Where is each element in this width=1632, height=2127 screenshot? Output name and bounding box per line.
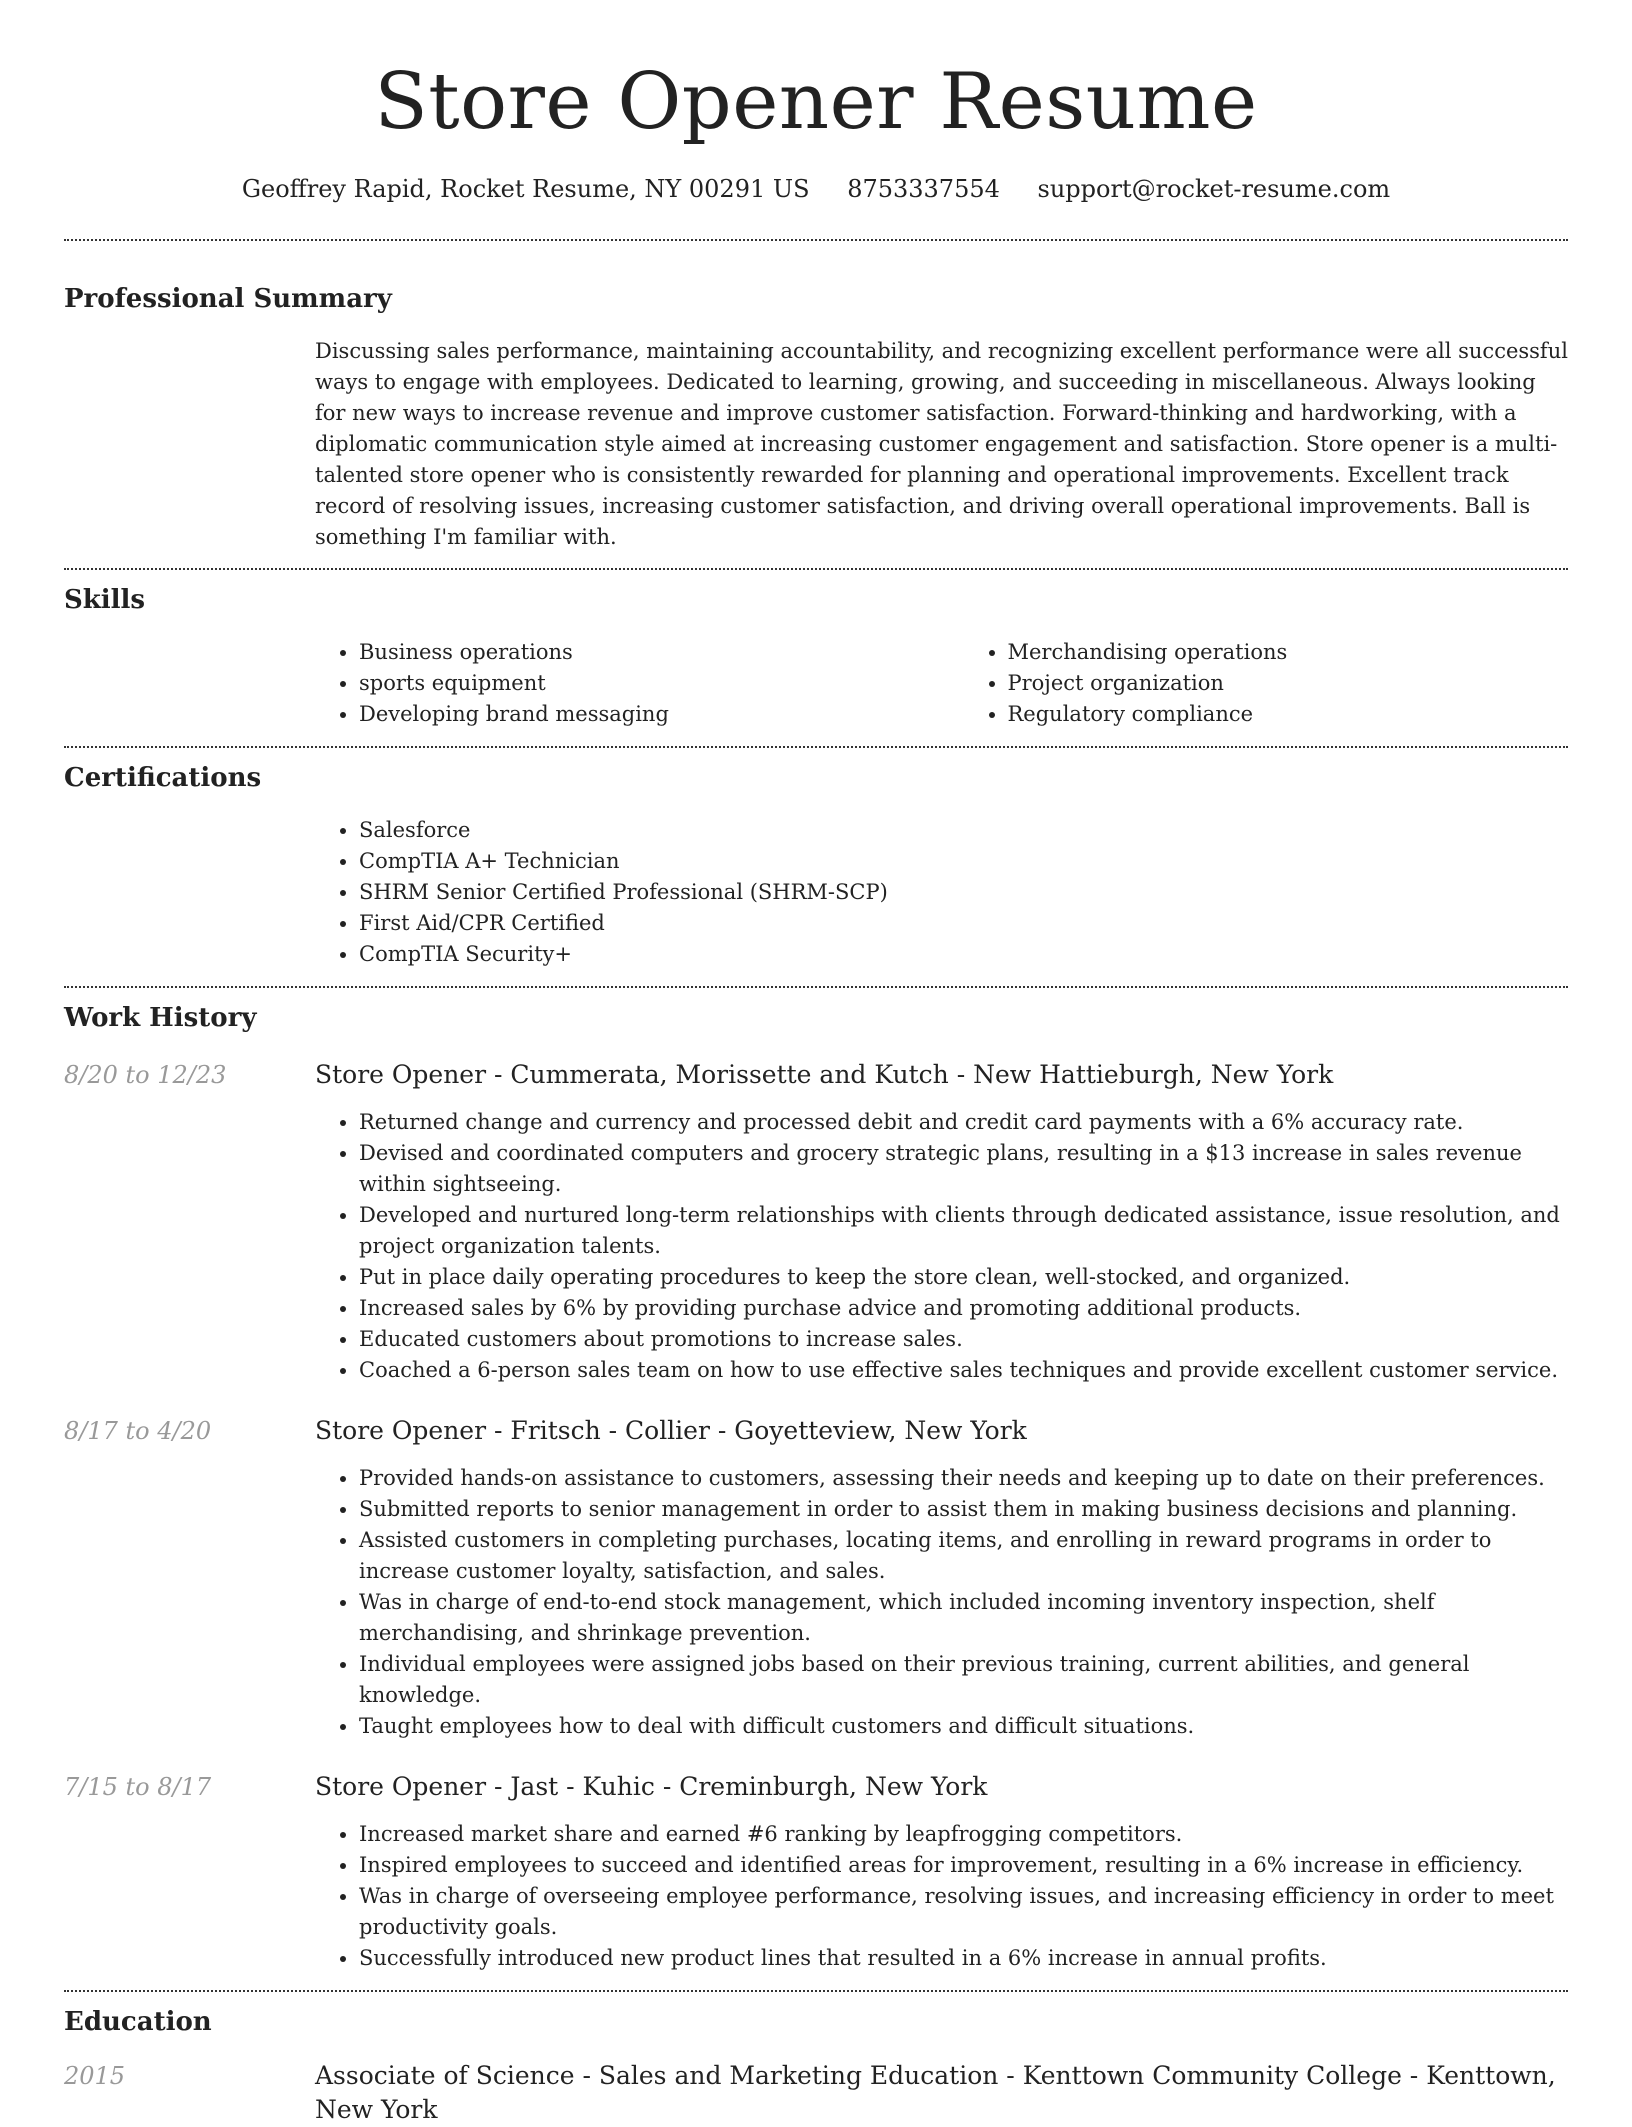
work-history-section: [64, 988, 1568, 1974]
summary-heading: Professional Summary: [64, 284, 392, 314]
skills-list-right: [964, 637, 1569, 730]
work-history-heading: Work History: [64, 1003, 257, 1033]
certifications-heading: Certifications: [64, 763, 262, 793]
contact-phone: 8753337554: [847, 175, 1000, 203]
skill-item: • sports equipment: [359, 668, 920, 699]
job-bullet: • Developed and nurtured long-term relationships with clients through dedicated assistance, issue resolution, and project organization talents.: [359, 1200, 1568, 1262]
job-bullet: • Assisted customers in completing purchases, locating items, and enrolling in reward programs in order to increase customer loyalty, satisfaction, and sales.: [359, 1525, 1568, 1587]
summary-text: Discussing sales performance, maintaining accountability, and recognizing excellent performance were all successful ways to engage with employees. Dedicated to learning, growing, and succeeding in miscellaneous. Always looking for new ways to increase revenue and improve customer satisfaction. Forward-thinking and hardworking, with a diplomatic communication style aimed at increasing customer engagement and satisfaction. Store opener is a multi-talented store opener who is consistently rewarded for planning and operational improvements. Excellent track record of resolving issues, increasing customer satisfaction, and driving overall operational improvements. Ball is something I'm familiar with.: [315, 339, 1568, 549]
job-date: 8/17 to 4/20: [64, 1417, 212, 1445]
skills-section: [64, 570, 1568, 730]
education-date: 2015: [64, 2062, 126, 2090]
skill-item: • Project organization: [1008, 668, 1569, 699]
certification-item: • First Aid/CPR Certified: [359, 908, 1568, 939]
certification-item: • Salesforce: [359, 815, 1568, 846]
job-bullet: • Increased sales by 6% by providing purchase advice and promoting additional products.: [359, 1293, 1568, 1324]
job-bullets: [315, 1819, 1568, 1974]
contact-email: support@rocket-resume.com: [1037, 175, 1391, 203]
job-title: Store Opener - Cummerata, Morissette and Kutch - New Hattieburgh, New York: [315, 1060, 1334, 1089]
certification-item: • CompTIA Security+: [359, 939, 1568, 970]
job-bullets: [315, 1107, 1568, 1386]
contact-line: [64, 172, 1568, 206]
certifications-list: [315, 815, 1568, 970]
certification-item: • CompTIA A+ Technician: [359, 846, 1568, 877]
job-bullet: • Devised and coordinated computers and grocery strategic plans, resulting in a $13 increase in sales revenue within sightseeing.: [359, 1138, 1568, 1200]
education-entry: [64, 2059, 1568, 2127]
skills-heading: Skills: [64, 585, 146, 615]
job-title: Store Opener - Jast - Kuhic - Creminburgh, New York: [315, 1772, 988, 1801]
job-bullet: • Submitted reports to senior management in order to assist them in making business decisions and planning.: [359, 1494, 1568, 1525]
resume-page: [64, 0, 1568, 2127]
job-entry: [64, 1770, 1568, 1974]
job-entry: [64, 1414, 1568, 1742]
certification-item: • SHRM Senior Certified Professional (SHRM-SCP): [359, 877, 1568, 908]
skill-item: • Developing brand messaging: [359, 699, 920, 730]
job-bullet: • Increased market share and earned #6 ranking by leapfrogging competitors.: [359, 1819, 1568, 1850]
job-bullet: • Inspired employees to succeed and identified areas for improvement, resulting in a 6% increase in efficiency.: [359, 1850, 1568, 1881]
education-section: [64, 1992, 1568, 2127]
job-bullet: • Was in charge of end-to-end stock management, which included incoming inventory inspection, shelf merchandising, and shrinkage prevention.: [359, 1587, 1568, 1649]
job-date: 7/15 to 8/17: [64, 1773, 212, 1801]
skill-item: • Merchandising operations: [1008, 637, 1569, 668]
skill-item: • Regulatory compliance: [1008, 699, 1569, 730]
job-bullet: • Provided hands-on assistance to customers, assessing their needs and keeping up to date on their preferences.: [359, 1463, 1568, 1494]
job-bullet: • Individual employees were assigned jobs based on their previous training, current abilities, and general knowledge.: [359, 1649, 1568, 1711]
job-bullet: • Put in place daily operating procedures to keep the store clean, well-stocked, and organized.: [359, 1262, 1568, 1293]
summary-section: [64, 241, 1568, 553]
job-bullets: [315, 1463, 1568, 1742]
skill-item: • Business operations: [359, 637, 920, 668]
certifications-section: [64, 748, 1568, 970]
job-title: Store Opener - Fritsch - Collier - Goyetteview, New York: [315, 1416, 1027, 1445]
job-entry: [64, 1058, 1568, 1386]
skills-list-left: [315, 637, 920, 730]
job-bullet: • Taught employees how to deal with difficult customers and difficult situations.: [359, 1711, 1568, 1742]
job-date: 8/20 to 12/23: [64, 1061, 227, 1089]
job-bullet: • Educated customers about promotions to increase sales.: [359, 1324, 1568, 1355]
education-title: Associate of Science - Sales and Marketing Education - Kenttown Community College - Kenttown, New York: [315, 2061, 1556, 2124]
education-heading: Education: [64, 2007, 212, 2037]
contact-address: Geoffrey Rapid, Rocket Resume, NY 00291 US: [241, 175, 810, 203]
job-bullet: • Returned change and currency and processed debit and credit card payments with a 6% accuracy rate.: [359, 1107, 1568, 1138]
job-bullet: • Was in charge of overseeing employee performance, resolving issues, and increasing efficiency in order to meet productivity goals.: [359, 1881, 1568, 1943]
job-bullet: • Coached a 6-person sales team on how to use effective sales techniques and provide excellent customer service.: [359, 1355, 1568, 1386]
job-bullet: • Successfully introduced new product lines that resulted in a 6% increase in annual profits.: [359, 1943, 1568, 1974]
page-title: Store Opener Resume: [374, 57, 1258, 147]
